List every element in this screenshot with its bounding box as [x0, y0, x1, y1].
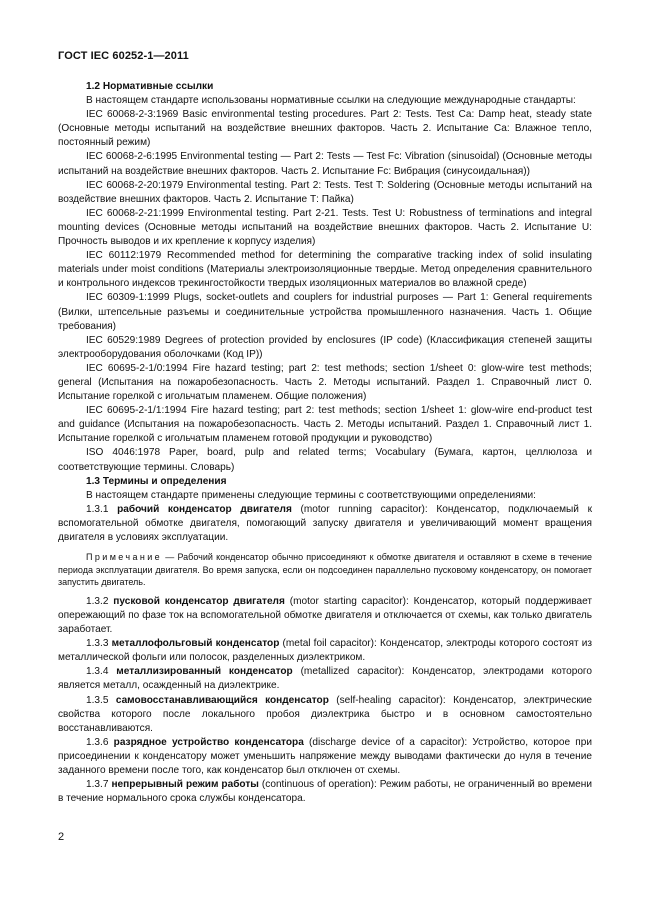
reference-item: IEC 60068-2-20:1979 Environmental testing. Part 2: Tests. Test T: Soldering (Основные методы испытаний на воздействие внешних факторов. Часть 2. Испытание Т: Пайка) — [58, 179, 592, 205]
term-text: (motor starting capacitor): Конденсатор, который поддерживает опережающий по фазе ток на вспомогательной обмотке двигателя и отключается от схемы, как только двигатель заработает. — [58, 595, 593, 636]
term-definition — [58, 736, 592, 778]
reference-item: IEC 60529:1989 Degrees of protection provided by enclosures (IP code) (Классификация степеней защиты электрооборудования оболочками (Код IP)) — [58, 334, 592, 360]
reference-item: IEC 60068-2-21:1999 Environmental testing. Part 2-21. Tests. Test U: Robustness of terminations and integral mounting devices (Основные методы испытаний на воздействие внешних факторов. Часть 2. Испытание U: Прочность выводов и их крепление к корпусу изделия) — [58, 207, 592, 248]
reference-item: IEC 60695-2-1/0:1994 Fire hazard testing; part 2: test methods; section 1/sheet 0: glow-wire test methods; general (Испытания на пожаробезопасность. Часть 2. Методы испытаний. Раздел 1. Справочный лист 0. Испытание горелкой с игольчатым пламенем. Общие положения) — [58, 362, 592, 403]
document-body — [58, 80, 592, 806]
term-definition — [58, 637, 592, 665]
section-heading: 1.2 Нормативные ссылки — [86, 81, 214, 92]
note-label: Примечание — [86, 552, 163, 563]
reference-item: ISO 4046:1978 Paper, board, pulp and related terms; Vocabulary (Бумага, картон, целлюлоза и соответствующие термины. Словарь) — [58, 447, 592, 473]
term-number: 1.3.3 — [86, 638, 109, 650]
document-header: ГОСТ IEC 60252-1—2011 — [58, 50, 189, 62]
term-number: 1.3.4 — [86, 666, 109, 678]
term-number: 1.3.7 — [86, 779, 109, 791]
reference-item: IEC 60309-1:1999 Plugs, socket-outlets and couplers for industrial purposes — Part 1: General requirements (Вилки, штепсельные разъемы и соединительные устройства промышленного назначения. Часть 1. Общие требования) — [58, 292, 592, 332]
term-definition — [58, 595, 592, 637]
reference-item: IEC 60068-2-3:1969 Basic environmental testing procedures. Part 2: Tests. Test Ca: Damp heat, steady state (Основные методы испытаний на воздействие внешних факторов. Часть 2. Испытание Са: Влажное тепло, постоянный режим) — [58, 109, 592, 149]
paragraph: В настоящем стандарте использованы нормативные ссылки на следующие международные стандарты: — [86, 95, 576, 107]
term-number: 1.3.2 — [86, 595, 109, 607]
term-name: самовосстанавливающийся конденсатор — [115, 694, 329, 706]
note-text: — Рабочий конденсатор обычно присоединяют к обмотке двигателя и оставляют в схеме в течение периода эксплуатации двигателя. Во время запуска, если он подсоединен параллельно пусковому конденсатору, он помогает запустить двигатель. — [58, 552, 592, 588]
reference-item: IEC 60068-2-6:1995 Environmental testing — Part 2: Tests — Test Fc: Vibration (sinusoidal) (Основные методы испытаний на воздействие внешних факторов. Часть 2. Испытание Fc: Вибрация (синусоидальная)) — [58, 151, 592, 177]
term-name: металлизированный конденсатор — [116, 666, 293, 678]
term-name: металлофольговый конденсатор — [111, 638, 280, 650]
term-definition — [58, 694, 592, 736]
reference-item: IEC 60695-2-1/1:1994 Fire hazard testing; part 2: test methods; section 1/sheet 1: glow-wire end-product test and guidance (Испытания на пожаробезопасность. Часть 2. Методы испытаний. Раздел 1. Справочный лист 1. Испытание горелкой с игольчатым пламенем готовой продукции и руководство) — [58, 405, 592, 445]
section-heading: 1.3 Термины и определения — [86, 475, 227, 487]
reference-item: IEC 60112:1979 Recommended method for determining the comparative tracking index of solid insulating materials under moist conditions (Материалы электроизоляционные твердые. Метод определения сравнительного и контрольного индексов трекингостойкости твердых изоляционных материалов во влажной среде) — [58, 250, 592, 290]
term-number: 1.3.6 — [86, 736, 109, 748]
paragraph: В настоящем стандарте применены следующие термины с соответствующими определениями: — [86, 489, 536, 501]
term-name: рабочий конденсатор двигателя — [117, 503, 292, 515]
term-text: (motor running capacitor): Конденсатор, подключаемый к вспомогательной обмотке двигателя, помогающий запуску двигателя и увеличивающий момент вращения двигателя в условиях эксплуатации. — [58, 503, 592, 543]
term-definition — [58, 665, 592, 693]
term-text: (metallized capacitor): Конденсатор, электродами которого является металл, осажденный на диэлектрике. — [58, 666, 593, 692]
term-number: 1.3.5 — [86, 694, 109, 706]
term-text: (self-healing capacitor): Конденсатор, электрические свойства которого после локального пробоя диэлектрика быстро и в основном самостоятельно восстанавливаются. — [58, 694, 592, 734]
note — [58, 551, 592, 589]
term-text: (continuous of operation): Режим работы, не ограниченный во времени в течение нормального срока службы конденсатора. — [58, 779, 592, 805]
term-name: разрядное устройство конденсатора — [113, 736, 304, 748]
term-name: непрерывный режим работы — [111, 779, 259, 791]
term-definition — [58, 503, 592, 545]
term-name: пусковой конденсатор двигателя — [113, 595, 285, 607]
term-number: 1.3.1 — [86, 503, 109, 515]
term-text: (discharge device of a capacitor): Устройство, которое при присоединении к конденсатору может уменьшить напряжение между выводами фактически до нуля в течение заданного времени после того, как конденсатор был отключен от схемы. — [58, 736, 593, 776]
term-text: (metal foil capacitor): Конденсатор, электроды которого состоят из металлической фольги или полосок, разделенных диэлектриком. — [58, 638, 592, 664]
page-number: 2 — [58, 831, 65, 843]
term-definition — [58, 778, 592, 806]
